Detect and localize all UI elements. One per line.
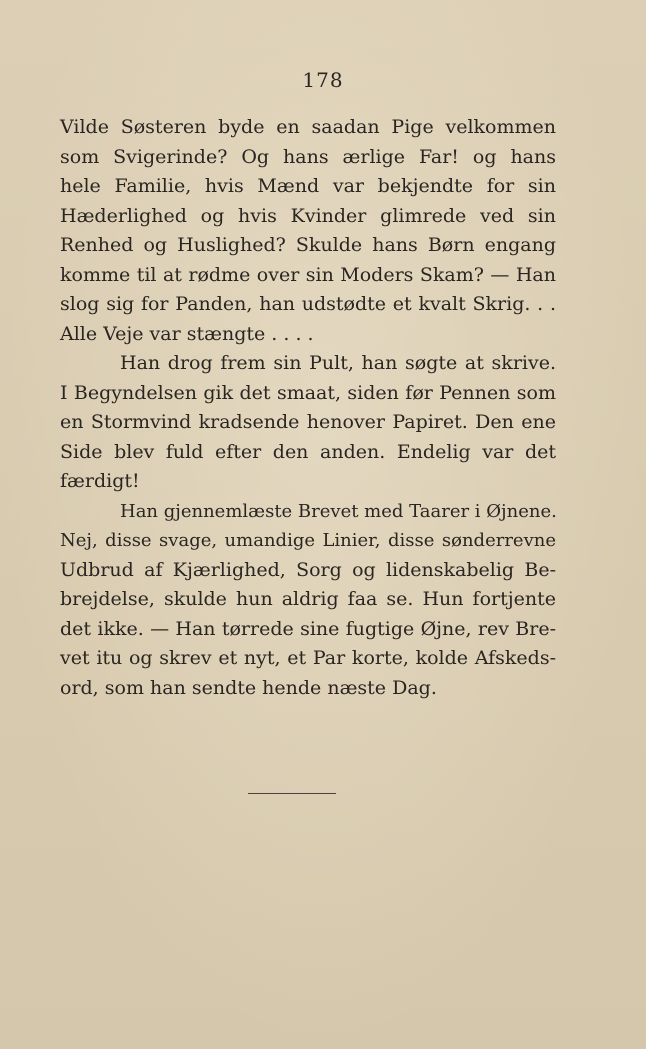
text-line: Alle Veje var stængte . . . . — [60, 322, 314, 345]
text-line: en Stormvind kradsende henover Papiret. Den ene — [60, 411, 556, 433]
page-number: 178 — [302, 68, 344, 92]
text-line: komme til at rødme over sin Moders Skam? — Han — [60, 263, 556, 286]
text-line: hele Familie, hvis Mænd var bekjendte for sin — [60, 175, 556, 197]
text-line: Renhed og Huslighed? Skulde hans Børn engang — [60, 234, 556, 256]
text-line: Hæderlighed og hvis Kvinder glimrede ved sin — [60, 204, 556, 227]
text-line: I Begyndelsen gik det smaat, siden før Pennen som — [60, 381, 556, 404]
text-line: Nej, disse svage, umandige Linier, disse sønderrevne — [60, 530, 556, 551]
text-line: Udbrud af Kjærlighed, Sorg og lidenskabelig Be- — [60, 558, 556, 581]
text-line: det ikke. — Han tørrede sine fugtige Øjne, rev Bre- — [60, 617, 556, 640]
text-line: brejdelse, skulde hun aldrig faa se. Hun fortjente — [60, 588, 556, 610]
text-line: Han gjennemlæste Brevet med Taarer i Øjnene. — [120, 500, 557, 522]
end-rule — [248, 793, 336, 794]
text-line: Han drog frem sin Pult, han søgte at skrive. — [120, 352, 556, 374]
text-line: Side blev fuld efter den anden. Endelig var det — [60, 440, 556, 463]
text-line: som Svigerinde? Og hans ærlige Far! og hans — [60, 145, 556, 168]
text-line: ord, som han sendte hende næste Dag. — [60, 676, 437, 699]
text-line: vet itu og skrev et nyt, et Par korte, kolde Afskeds- — [60, 647, 556, 669]
body-text — [60, 113, 556, 703]
text-line: slog sig for Panden, han udstødte et kvalt Skrig. . . — [60, 293, 556, 315]
text-line: færdigt! — [60, 470, 140, 492]
text-line: Vilde Søsteren byde en saadan Pige velkommen — [60, 116, 556, 138]
